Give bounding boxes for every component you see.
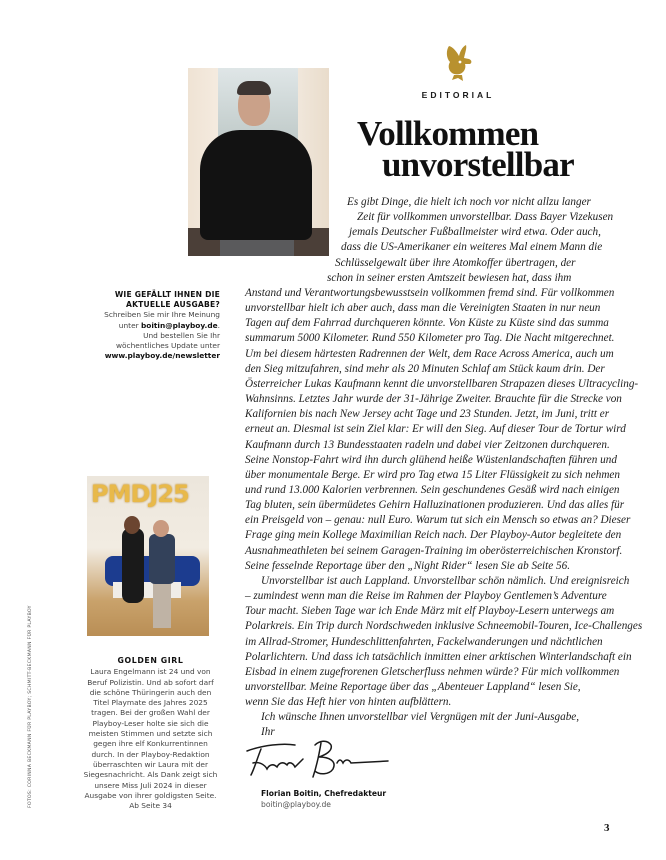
body-line: Ihr <box>261 726 275 739</box>
body-line: Es gibt Dinge, die hielt ich noch vor nicht allzu langer <box>347 196 591 208</box>
editor-email-link[interactable]: boitin@playboy.de <box>141 320 218 330</box>
caption-line: tragen. Bei der großen Wahl der <box>91 708 210 718</box>
bunny-logo-icon <box>440 44 474 84</box>
signer-email-link[interactable]: boitin@playboy.de <box>261 799 331 809</box>
caption-line: Ausgabe von ihrer goldigsten Seite. <box>84 790 217 800</box>
woman-figure <box>122 528 144 603</box>
reader-box-line: wöchentliches Update unter <box>115 341 220 351</box>
body-line: Eisbad in einem zugefrorenen Gletscherfluss nehmen würde? Für mich vollkommen <box>245 665 620 678</box>
body-line: Unvorstellbar ist auch Lappland. Unvorstellbar schön nämlich. Und ereignisreich <box>261 574 630 587</box>
hair <box>237 81 271 95</box>
body-line: wenn Sie das Heft hier von hinten aufblättern. <box>245 696 452 709</box>
man-trousers <box>153 582 171 628</box>
reader-box-suffix: . <box>217 320 220 330</box>
caption-line: unsere Miss Juli 2024 in dieser <box>94 780 207 790</box>
reader-box-title-2: AKTUELLE AUSGABE? <box>126 300 220 310</box>
signer-name: Florian Boitin, Chefredakteur <box>261 789 387 798</box>
body-line: Wahnsinns. Letztes Jahr wurde der 31-Jährige Zweiter. Brauchte für die Strecke von <box>245 393 622 406</box>
body-line: über monumentale Berge. Er wird pro Tag etwa 15 Liter Flüssigkeit zu sich nehmen <box>245 468 620 481</box>
body-line: Tag bluten, sein übermüdetes Gehirn Halluzinationen produzieren. Und das alles für <box>245 499 625 512</box>
photo-credit: FOTOS: CORINNA BECKMANN FÜR PLAYBOY; SCHMITT-BECKMANN FÜR PLAYBOY <box>28 605 33 808</box>
handwritten-signature-icon <box>243 735 393 783</box>
signoff-block <box>261 789 386 810</box>
body-line: Frage ging mein Kollege Maximilian Reich nach. Der Playboy-Autor begleitete den <box>245 529 622 542</box>
body-line: Zeit für vollkommen unvorstellbar. Dass Bayer Vizekusen <box>357 211 614 224</box>
body-line: Um bei diesem härtesten Radrennen der Welt, dem Race Across America, auch um <box>245 347 614 360</box>
body-line: unvorstellbar hielt ich aber auch, dass man die Vereinigten Staaten in nur neun <box>245 302 601 315</box>
body-line: Tour macht. Sieben Tage war ich Ende März mit elf Playboy-Lesern unterwegs am <box>245 605 615 618</box>
body-line: und rund 13.000 Kalorien verbrennen. Sein geschundenes Gesäß wird nach einigen <box>245 483 620 496</box>
body-line: summarum 5000 Kilometer. Rund 550 Kilometer pro Tag. Die Nacht mitgerechnet. <box>245 332 615 345</box>
woman-head <box>124 516 140 534</box>
body-line: Österreicher Lukas Kaufmann kennt die unvorstellbaren Strapazen dieses Ultracycling- <box>245 377 639 390</box>
reader-box-title-1: WIE GEFÄLLT IHNEN DIE <box>114 290 220 299</box>
reader-box-line: Schreiben Sie mir Ihre Meinung <box>104 310 220 320</box>
reader-box-line: Und bestellen Sie Ihr <box>143 330 220 340</box>
body-line: Polarkreis. Ein Trip durch Nordschweden inklusive Schneemobil-Touren, Ice-Challenges <box>245 620 643 633</box>
caption-line: überraschten wir Laura mit der <box>93 759 208 769</box>
gold-balloon-letters: PMDJ25 <box>91 480 189 508</box>
man-head <box>153 520 169 537</box>
body-line: Tagen auf dem Fahrrad durchqueren könnte. Von Küste zu Küste sind das summa <box>245 317 609 330</box>
photo-caption <box>78 656 223 811</box>
headline-line-2: unvorstellbar <box>382 145 574 184</box>
reader-feedback-box <box>100 290 220 361</box>
headline <box>357 114 627 184</box>
body-line: ein Preisgeld von – genau: null Euro. Warum tut sich ein Mensch so etwas an? Dieser <box>245 514 631 527</box>
body-line: schon in seiner ersten Amtszeit bewiesen hat, dass ihm <box>327 271 572 284</box>
caption-line: die schöne Thüringerin auch den <box>89 687 212 697</box>
editorial-body <box>245 195 643 741</box>
body-line: erneut an. Diesmal ist sein Ziel klar: Er will den Sieg. Auf dieser Tour de Tortur wird <box>245 423 626 436</box>
page-number: 3 <box>604 822 610 834</box>
body-line: Ausnahmeathleten bei seinem Garagen-Training im oberösterreichischen Kronstorf. <box>245 544 623 557</box>
man-figure <box>149 534 175 584</box>
body-line: Ich wünsche Ihnen unvorstellbar viel Vergnügen mit der Juni-Ausgabe, <box>261 711 580 724</box>
body-line: jemals Deutscher Fußballmeister wird etwa. Oder auch, <box>349 226 601 239</box>
body-line: unvorstellbar. Meine Reportage über das „Abenteuer Lappland“ lesen Sie, <box>245 681 581 693</box>
caption-line: gegen ihre elf Konkurrentinnen <box>93 739 208 749</box>
playmate-photo <box>87 476 209 636</box>
caption-line: Laura Engelmann ist 24 und von <box>90 667 211 677</box>
body-line: den Sieg mitzufahren, sind mehr als 20 Minuten Schlaf am Stück kaum drin. Der <box>245 362 605 375</box>
newsletter-link[interactable]: www.playboy.de/newsletter <box>104 351 220 361</box>
body-line: – zumindest wenn man die Reise im Rahmen der Playboy Gentlemen’s Adventure <box>245 590 607 603</box>
body-line: dass die US-Amerikaner ein weiteres Mal einem Mann die <box>341 241 603 254</box>
caption-line: Titel Playmate des Jahres 2025 <box>93 698 208 708</box>
caption-line: Ab Seite 34 <box>129 801 172 811</box>
headline-line-1: Vollkommen <box>357 114 539 153</box>
caption-line: meisten Stimmen und setzte sich <box>88 729 213 739</box>
caption-line: Beruf Polizistin. Und ab sofort darf <box>87 677 214 687</box>
section-label: EDITORIAL <box>421 90 495 100</box>
body-line: Polarlichtern. Und dass ich tatsächlich inmitten einer arktischen Winterlandschaft ein <box>245 650 632 663</box>
body-line: Seine fesselnde Reportage über den „Night Rider“ lesen Sie ab Seite 56. <box>245 559 570 572</box>
body-line: im Allrad-Stromer, Hundeschlittenfahrten, Fackelwanderungen und nächtlichen <box>245 635 603 648</box>
caption-line: durch. In der Playboy-Redaktion <box>91 749 210 759</box>
body-line: Kalifornien bis nach New Jersey acht Tage und 23 Stunden. Jetzt, im Juni, tritt er <box>245 408 610 421</box>
body-line: Seine Nonstop-Fahrt wird ihn durch glühend heiße Wüstenlandschaften führen und <box>245 453 617 466</box>
body-line: Kaufmann durch 13 Bundesstaaten radeln und dabei vier Zeitzonen durchqueren. <box>245 438 610 451</box>
reader-box-prefix: unter <box>118 320 141 330</box>
caption-line: Siegesnachricht. Als Dank zeigt sich <box>83 770 218 780</box>
caption-title: GOLDEN GIRL <box>117 656 184 665</box>
caption-line: Playboy-Leser holte sie sich die <box>92 718 209 728</box>
body-line: Schlüsselgewalt über ihre Atomkoffer übertragen, der <box>335 256 576 269</box>
body-line: Anstand und Verantwortungsbewusstsein vollkommen fremd sind. Für vollkommen <box>245 286 615 299</box>
reader-box-line <box>100 321 220 331</box>
